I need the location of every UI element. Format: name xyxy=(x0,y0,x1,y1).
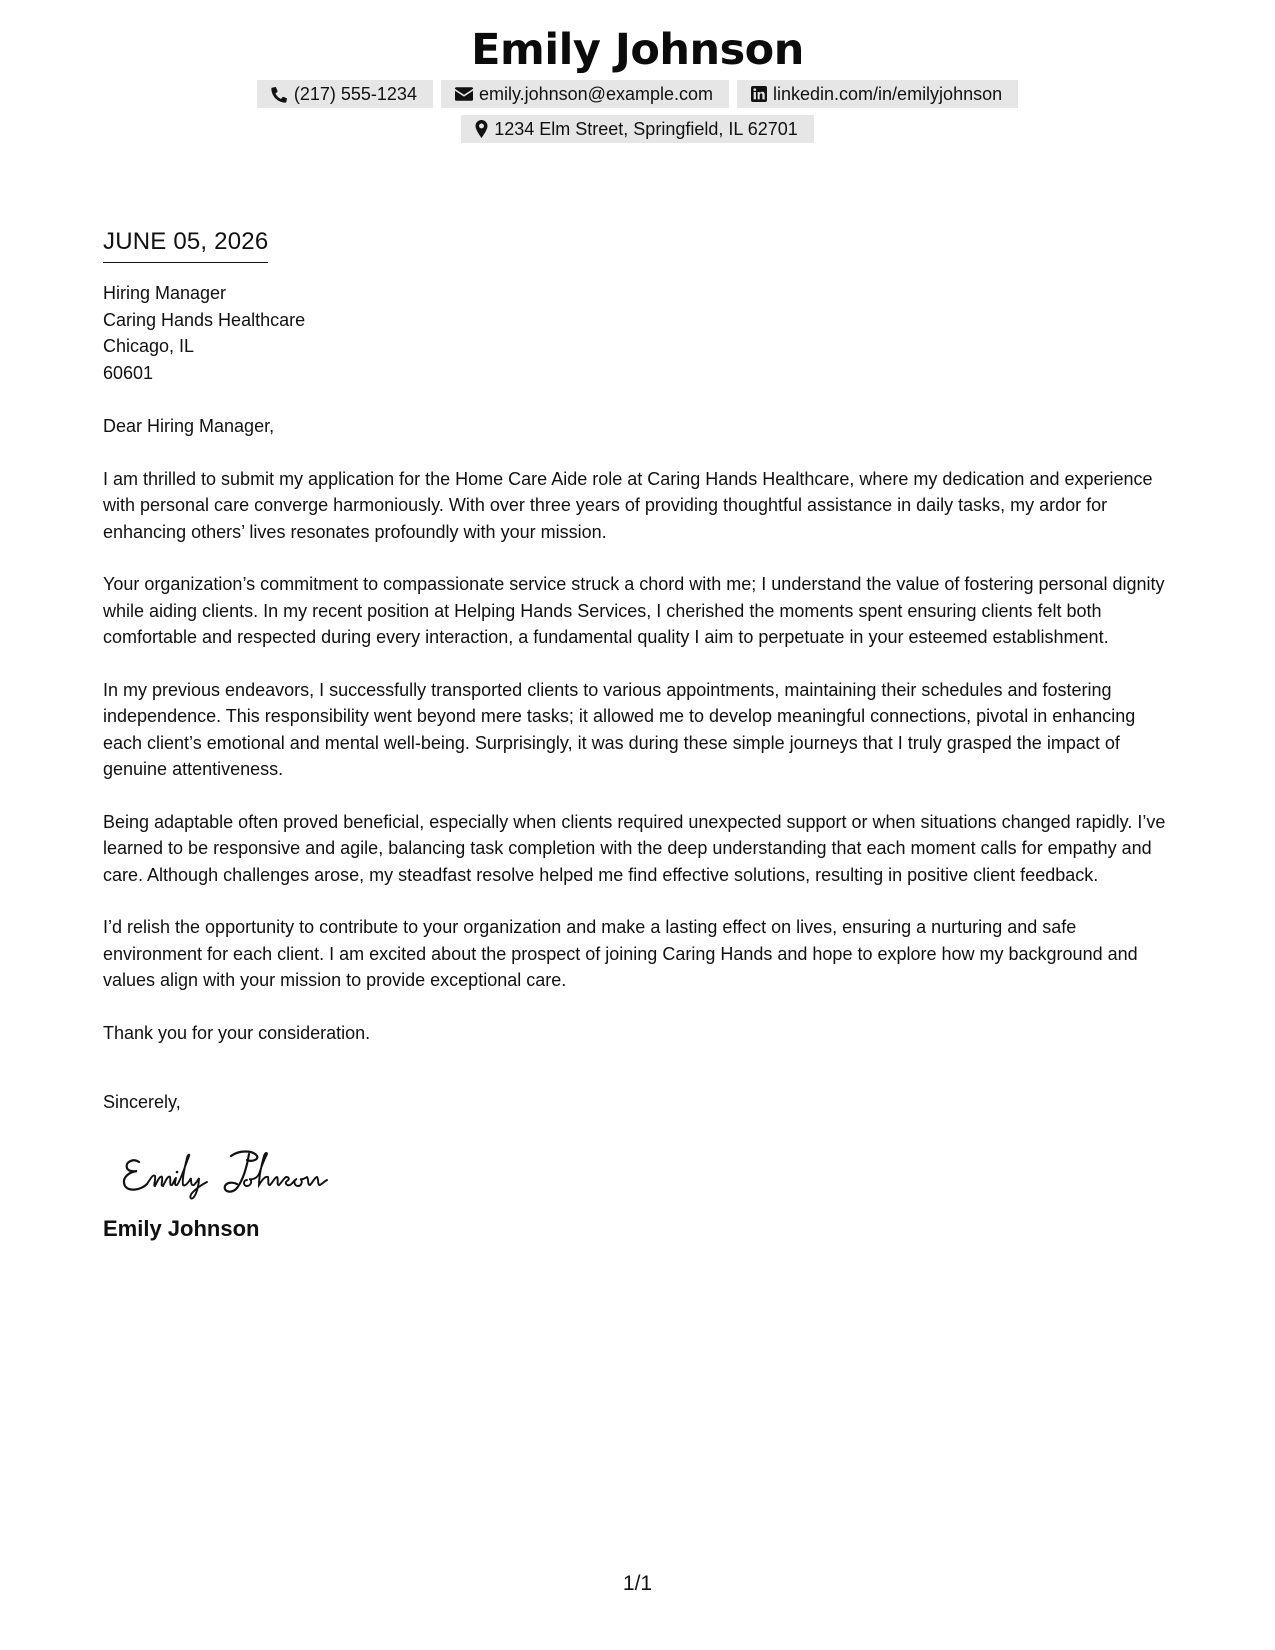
recipient-block xyxy=(103,280,1173,386)
paragraph-3: In my previous endeavors, I successfully transported clients to various appointments, maintaining their schedules and fostering independence. This responsibility went beyond mere tasks; it allowed me to develop meaningful connections, pivotal in enhancing each client’s emotional and mental well-being. Surprisingly, it was during these simple journeys that I truly grasped the impact of genuine attentiveness. xyxy=(103,679,1136,779)
linkedin-icon xyxy=(751,86,767,102)
phone-icon xyxy=(271,86,288,103)
phone-text: (217) 555-1234 xyxy=(293,83,417,104)
contact-address xyxy=(461,115,814,143)
page-number: 1/1 xyxy=(622,1572,653,1595)
linkedin-text: linkedin.com/in/emilyjohnson xyxy=(773,83,1003,104)
letter-date: JUNE 05, 2026 xyxy=(103,225,268,263)
valediction: Sincerely, xyxy=(103,1092,181,1112)
paragraph-4: Being adaptable often proved beneficial, especially when clients required unexpected support or when situations changed rapidly. I’ve learned to be responsive and agile, balancing task completion with the deep understanding that each moment calls for empathy and care. Although challenges arose, my steadfast resolve helped me find effective solutions, resulting in positive client feedback. xyxy=(103,811,1166,885)
map-marker-icon xyxy=(475,120,488,138)
contact-email[interactable] xyxy=(441,80,729,108)
applicant-name: Emily Johnson xyxy=(471,25,804,75)
envelope-icon xyxy=(455,87,473,101)
email-text: emily.johnson@example.com xyxy=(478,83,713,104)
address-text: 1234 Elm Street, Springfield, IL 62701 xyxy=(494,118,798,139)
letter-body xyxy=(103,225,1173,1244)
paragraph-1: I am thrilled to submit my application for the Home Care Aide role at Caring Hands Healthcare, where my dedication and experience with personal care converge harmoniously. With over three years of providing thoughtful assistance in daily tasks, my ardor for enhancing others’ lives resonates profoundly with your mission. xyxy=(103,468,1153,542)
contact-phone xyxy=(257,80,433,108)
contact-linkedin[interactable] xyxy=(737,80,1018,108)
contact-row-primary xyxy=(0,80,1275,108)
handwritten-signature xyxy=(119,1140,359,1200)
salutation: Dear Hiring Manager, xyxy=(103,416,275,436)
paragraph-2: Your organization’s commitment to compassionate service struck a chord with me; I understand the value of fostering personal dignity while aiding clients. In my recent position at Helping Hands Services, I cherished the moments spent ensuring clients felt both comfortable and respected during every interaction, a fundamental quality I aim to perpetuate in your esteemed establishment. xyxy=(103,574,1165,647)
recipient-title: Hiring Manager xyxy=(103,283,227,303)
paragraph-5: I’d relish the opportunity to contribute to your organization and make a lasting effect on lives, ensuring a nurturing and safe environment for each client. I am excited about the prospect of joining Caring Hands and hope to explore how my background and values align with your mission to provide exceptional care. xyxy=(103,917,1138,990)
recipient-company: Caring Hands Healthcare xyxy=(103,309,306,330)
letter-header xyxy=(0,22,1275,143)
closing-thanks: Thank you for your consideration. xyxy=(103,1022,371,1043)
recipient-city: Chicago, IL xyxy=(103,336,195,356)
signer-name: Emily Johnson xyxy=(103,1215,260,1241)
contact-row-secondary xyxy=(0,115,1275,143)
recipient-zip: 60601 xyxy=(103,362,154,383)
